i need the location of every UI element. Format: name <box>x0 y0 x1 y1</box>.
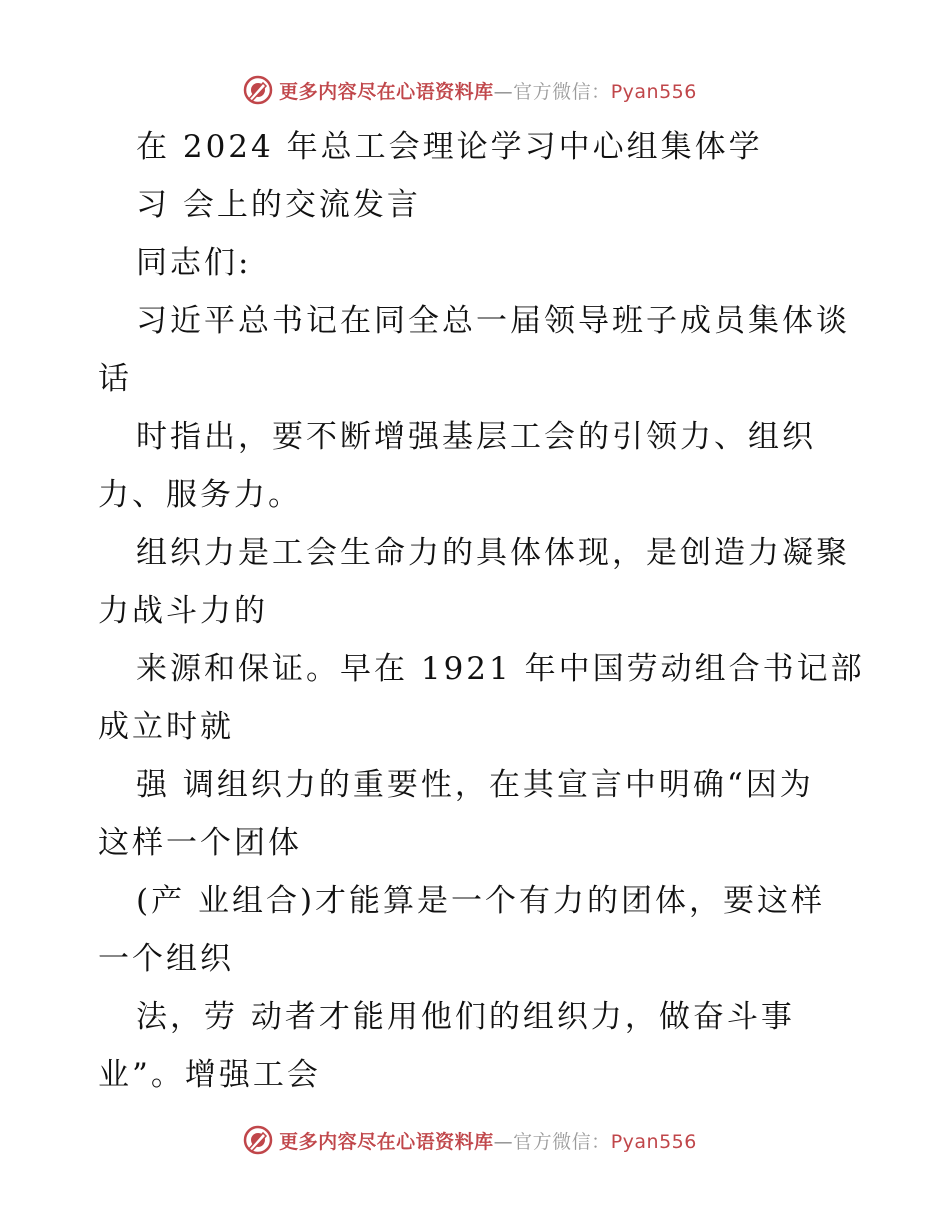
body-line: (产 业组合)才能算是一个有力的团体，要这样 <box>136 883 826 919</box>
banner-wechat-id: Pyan556 <box>610 80 697 103</box>
body-line: 习近平总书记在同全总一届领导班子成员集体谈 <box>136 303 850 339</box>
body-line: 组织力是工会生命力的具体体现，是创造力凝聚 <box>136 535 850 571</box>
body-line: 来源和保证。早在 1921 年中国劳动组合书记部 <box>136 651 865 687</box>
pen-logo-icon <box>243 75 273 105</box>
body-line: 法，劳 动者才能用他们的组织力，做奋斗事 <box>136 999 795 1035</box>
header-watermark-banner <box>0 70 950 110</box>
body-line: 强 调组织力的重要性，在其宣言中明确“因为 <box>136 767 814 803</box>
title-line-2: 习 会上的交流发言 <box>136 187 421 223</box>
banner-inner <box>243 1125 697 1155</box>
banner-main-text: 更多内容尽在心语资料库 <box>279 1130 494 1153</box>
body-line: 一个组织 <box>98 941 234 977</box>
banner-main-text: 更多内容尽在心语资料库 <box>279 80 494 103</box>
banner-wechat-label: 官方微信： <box>513 1130 611 1153</box>
footer-watermark-banner <box>0 1120 950 1160</box>
banner-wechat-id: Pyan556 <box>610 1130 697 1153</box>
salutation: 同志们: <box>136 245 252 281</box>
body-line: 力战斗力的 <box>98 593 268 629</box>
body-line: 力、服务力。 <box>98 477 302 513</box>
body-line: 业”。增强工会 <box>98 1057 321 1093</box>
body-line: 这样一个团体 <box>98 825 302 861</box>
body-line: 成立时就 <box>98 709 234 745</box>
pen-logo-icon <box>243 1125 273 1155</box>
banner-inner <box>243 75 697 105</box>
banner-wechat-label: 官方微信： <box>513 80 611 103</box>
body-line: 话 <box>98 361 132 397</box>
document-body <box>98 118 868 1104</box>
banner-separator: — <box>493 1130 514 1153</box>
banner-text <box>279 1127 697 1154</box>
body-line: 时指出，要不断增强基层工会的引领力、组织 <box>136 419 816 455</box>
banner-text <box>279 77 697 104</box>
banner-separator: — <box>493 80 514 103</box>
title-line-1: 在 2024 年总工会理论学习中心组集体学 <box>136 129 763 165</box>
